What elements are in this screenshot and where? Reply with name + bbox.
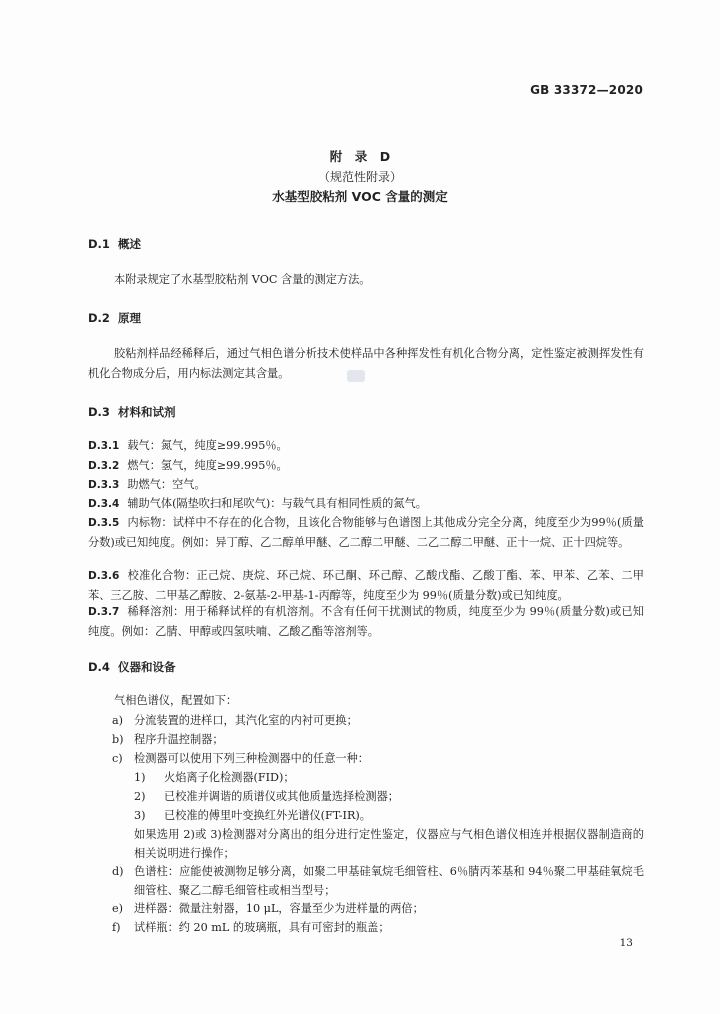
appendix-title-block	[0, 147, 720, 207]
paragraph-overview: 本附录规定了水基型胶粘剂 VOC 含量的测定方法。	[114, 273, 371, 286]
section-number: D.2	[88, 311, 110, 325]
watermark-logo	[347, 370, 365, 382]
clause-d3-6: D.3.6 校准化合物：正己烷、庚烷、环己烷、环己酮、环己醇、乙酸戊酯、乙酸丁酯、苯、甲苯、乙苯、二甲苯、三乙胺、二甲基乙醇胺、2-氨基-2-甲基-1-丙醇等，纯度至少为 99％(质量分数)或已知纯度。	[88, 569, 644, 602]
section-heading-d1	[88, 236, 141, 252]
section-title: 概述	[118, 237, 141, 251]
clause-d3-5: D.3.5 内标物：试样中不存在的化合物，且该化合物能够与色谱图上其他成分完全分离，纯度至少为99％(质量分数)或已知纯度。例如：异丁醇、乙二醇单甲醚、乙二醇二甲醚、二乙二醇二甲醚、正十一烷、正十四烷等。	[88, 516, 644, 549]
appendix-type: （规范性附录）	[317, 170, 402, 184]
section-title: 材料和试剂	[118, 405, 176, 419]
section-number: D.1	[88, 237, 110, 251]
clause-d3-3: D.3.3 助燃气：空气。	[88, 478, 206, 491]
section-heading-d4	[88, 659, 176, 675]
appendix-title: 水基型胶粘剂 VOC 含量的测定	[272, 189, 448, 204]
appendix-label: 附 录 D	[329, 149, 391, 164]
section-title: 原理	[118, 311, 141, 325]
section-number: D.4	[88, 660, 110, 674]
clause-d3-4: D.3.4 辅助气体(隔垫吹扫和尾吹气)：与载气具有相同性质的氮气。	[88, 497, 427, 510]
section-number: D.3	[88, 405, 110, 419]
page-number: 13	[619, 937, 633, 949]
section-heading-d3	[88, 404, 176, 420]
paragraph-principle: 胶粘剂样品经稀释后，通过气相色谱分析技术使样品中各种挥发性有机化合物分离，定性鉴定被测挥发性有机化合物成分后，用内标法测定其含量。	[88, 347, 644, 380]
clause-d3-2: D.3.2 燃气：氢气，纯度≥99.995％。	[88, 459, 288, 472]
document-code: GB 33372—2020	[530, 83, 643, 97]
clause-d3-7: D.3.7 稀释溶剂：用于稀释试样的有机溶剂。不含有任何干扰测试的物质，纯度至少为 99％(质量分数)或已知纯度。例如：乙腈、甲醇或四氢呋喃、乙酸乙酯等溶剂等。	[88, 605, 644, 638]
section-title: 仪器和设备	[118, 660, 176, 674]
detector-note: 如果选用 2)或 3)检测器对分离出的组分进行定性鉴定，仪器应与气相色谱仪相连并根据仪器制造商的相关说明进行操作；	[134, 828, 644, 860]
clause-d3-1: D.3.1 载气：氮气，纯度≥99.995％。	[88, 439, 288, 452]
section-heading-d2	[88, 310, 141, 326]
paragraph-instrument-intro: 气相色谱仪，配置如下：	[114, 694, 238, 707]
